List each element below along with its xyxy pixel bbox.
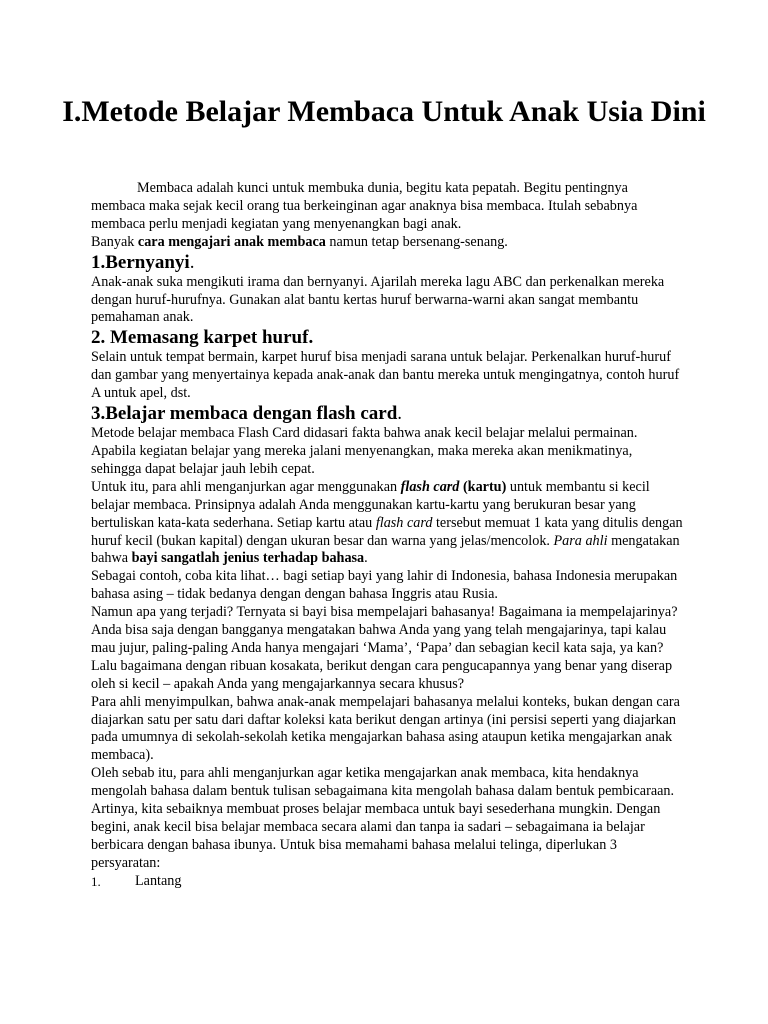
intro-paragraph: Membaca adalah kunci untuk membuka dunia, begitu kata pepatah. Begitu pentingnya membaca maka sejak kecil orang tua berkeinginan agar anaknya bisa membaca. Itulah sebabnya membaca perlu menjadi kegiatan yang menyenangkan bagi anak.	[91, 180, 638, 232]
section-3-paragraph-1: Metode belajar membaca Flash Card didasari fakta bahwa anak kecil belajar melalui permainan. Apabila kegiatan belajar yang mereka jalani menyenangkan, maka mereka akan menikmatinya, sehingga dapat belajar jauh lebih cepat.	[91, 425, 638, 477]
section-3-paragraph-4: Namun apa yang terjadi? Ternyata si bayi bisa mempelajari bahasanya! Bagaimana ia mempelajarinya? Anda bisa saja dengan bangganya mengatakan bahwa Anda yang yang telah mengajarinya, tapi kalau mau jujur, paling-paling Anda hanya mengajari ‘Mama’, ‘Papa’ dan sebagian kecil kata saja, ya kan? Lalu bagaimana dengan ribuan kosakata, berikut dengan cara pengucapannya yang benar yang diserap oleh si kecil – apakah Anda yang mengajarkannya secara khusus?	[91, 604, 678, 692]
text-run: Untuk itu, para ahli menganjurkan agar menggunakan	[91, 478, 401, 495]
list-item-number: 1.	[91, 873, 101, 889]
section-3-heading	[91, 403, 685, 425]
section-2-text: Selain untuk tempat bermain, karpet huruf bisa menjadi sarana untuk belajar. Perkenalkan huruf-huruf dan gambar yang menyertainya kepada anak-anak dan bantu mereka untuk mengingatnya, contoh huruf A untuk apel, dst.	[91, 349, 680, 402]
text-run: untuk membantu si kecil belajar membaca. Prinsipnya adalah Anda menggunakan kartu-kartu yang berukuran besar yang bertuliskan kata-kata sederhana. Setiap kartu atau	[91, 478, 650, 531]
intro-bold-text: cara mengajari anak membaca	[137, 233, 326, 250]
section-1-text: Anak-anak suka mengikuti irama dan bernyanyi. Ajarilah mereka lagu ABC dan perkenalkan mereka dengan huruf-hurufnya. Gunakan alat bantu kertas huruf berwarna-warni akan sangat membantu pemahaman anak.	[91, 273, 665, 326]
text-run-italic: Para ahli	[553, 532, 608, 549]
section-3-paragraph-5: Para ahli menyimpulkan, bahwa anak-anak mempelajari bahasanya melalui konteks, bukan dengan cara diajarkan satu per satu dari daftar koleksi kata berikut dengan artinya (ini persisi seperti yang diajarkan pada umumnya di sekolah-sekolah ketika mengajarkan bahasa asing ataupun ketika mengajarkan anak membaca).	[91, 693, 680, 764]
document-title: I.Metode Belajar Membaca Untuk Anak Usia Dini	[62, 95, 706, 128]
section-1-heading-dot: .	[189, 251, 195, 273]
section-3-heading-text: 3.Belajar membaca dengan flash card	[91, 403, 398, 425]
intro-text: Banyak	[91, 233, 138, 250]
section-3-paragraph-2	[91, 479, 685, 569]
section-2-heading: 2. Memasang karpet huruf.	[91, 327, 314, 349]
intro-paragraph-2	[91, 234, 685, 252]
text-run-bold: (kartu)	[459, 478, 507, 495]
text-run: tersebut memuat 1 kata yang ditulis dengan huruf kecil (bukan kapital) dengan ukuran besar dan warna yang jelas/mencolok.	[91, 514, 683, 549]
list-item	[91, 873, 685, 891]
section-3-paragraph-6: Oleh sebab itu, para ahli menganjurkan agar ketika mengajarkan anak membaca, kita hendaknya mengolah bahasa dalam bentuk tulisan sebagaimana kita mengolah bahasa dalam bentuk pembicaraan. Artinya, kita sebaiknya membuat proses belajar membaca untuk bayi sesederhana mungkin. Dengan begini, anak kecil bisa belajar membaca secara alami dan tanpa ia sadari – sebagaimana ia belajar berbicara dengan bahasa ibunya. Untuk bisa memahami bahasa melalui telinga, diperlukan 3 persyaratan:	[91, 765, 675, 871]
text-run-bold: bayi sangatlah jenius terhadap bahasa	[131, 550, 365, 567]
text-run: .	[364, 550, 368, 567]
text-run-bold-italic: flash card	[400, 478, 460, 495]
section-3-heading-dot: .	[397, 403, 403, 425]
text-run-italic: flash card	[375, 514, 433, 531]
intro-text-end: namun tetap bersenang-senang.	[325, 233, 508, 250]
section-1-heading-text: 1.Bernyanyi	[91, 251, 190, 273]
section-1-heading	[91, 252, 685, 274]
document-body	[91, 180, 685, 891]
text-run: mengatakan bahwa	[91, 532, 680, 567]
list-item-text: Lantang	[135, 872, 182, 889]
section-3-paragraph-3: Sebagai contoh, coba kita lihat… bagi setiap bayi yang lahir di Indonesia, bahasa Indonesia merupakan bahasa asing – tidak bedanya dengan dengan bahasa Inggris atau Rusia.	[91, 568, 678, 603]
